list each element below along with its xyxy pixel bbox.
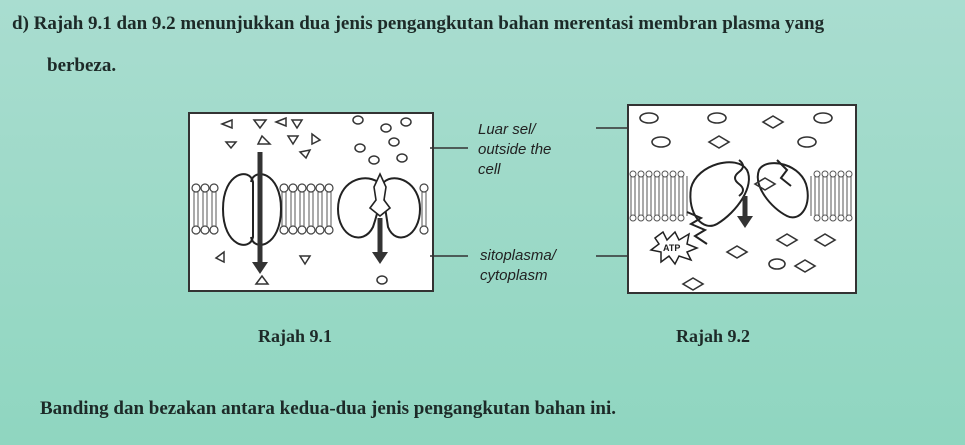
question-text: Rajah 9.1 dan 9.2 menunjukkan dua jenis pengangkutan bahan merentasi membran plasma yang (33, 13, 825, 34)
label-leader-lines-right (596, 120, 630, 260)
label-cytoplasm-line-2: cytoplasm (480, 267, 548, 284)
label-outside-line-1: Luar sel/ (478, 121, 536, 138)
label-outside-cell (478, 120, 551, 180)
label-cytoplasm (480, 246, 556, 286)
figure-9-2 (627, 104, 857, 294)
label-leader-lines (430, 140, 470, 270)
label-outside-line-2: outside the (478, 141, 552, 158)
caption-rajah-9-1: Rajah 9.1 (258, 326, 333, 346)
question-label: d) (12, 13, 29, 34)
figure-9-1 (188, 112, 434, 292)
label-outside-line-3: cell (478, 161, 501, 178)
caption-rajah-9-2: Rajah 9.2 (676, 326, 751, 346)
question-line-1 (12, 13, 824, 35)
instruction-text: Banding dan bezakan antara kedua-dua jenis pengangkutan bahan ini. (40, 398, 617, 419)
label-cytoplasm-line-1: sitoplasma/ (480, 247, 556, 264)
question-line-2: berbeza. (47, 55, 117, 76)
atp-label: ATP (663, 243, 681, 253)
